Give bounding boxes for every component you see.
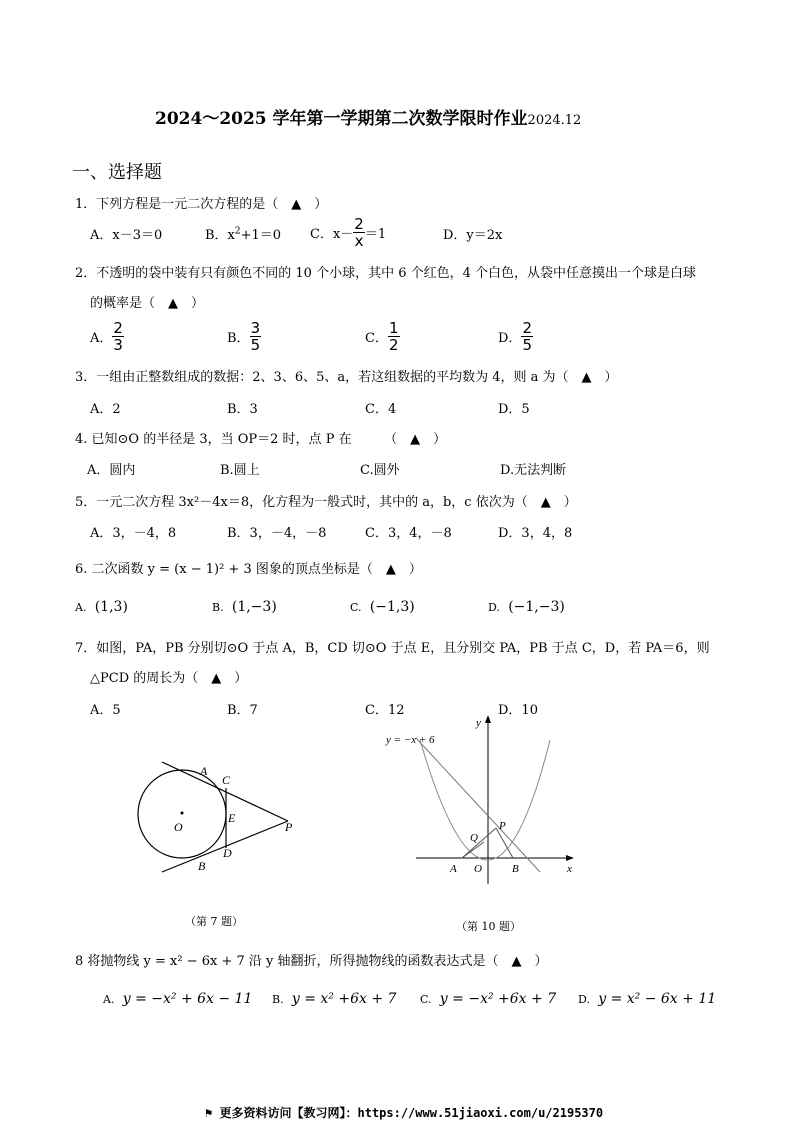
label-y: y (476, 717, 481, 729)
flag-icon: ⚑ (205, 1106, 213, 1120)
question-4-stem: 4. 已知⊙O 的半径是 3，当 OP＝2 时，点 P 在 （ ▲ ） (75, 432, 447, 447)
figure-7-caption: （第 7 题） (185, 915, 243, 928)
q6-option-d: D. (−1,−3) (488, 599, 565, 615)
q4-option-c: C.圆外 (360, 463, 400, 478)
label-o: O (474, 863, 482, 875)
parabola (420, 740, 550, 860)
segment-aq (462, 842, 484, 858)
q1-option-d: D．y＝2x (443, 228, 503, 243)
q3-option-d: D．5 (498, 402, 530, 417)
question-2-stem-line2: 的概率是（ ▲ ） (90, 296, 204, 311)
label-q: Q (470, 832, 478, 844)
q8-option-a: A. y = −x² + 6x − 11 (103, 991, 253, 1007)
q2-option-d: D． $\frac{2}{5}$ (498, 319, 532, 354)
q4-option-d: D.无法判断 (500, 463, 567, 478)
q3-option-a: A．2 (90, 402, 121, 417)
label-a: A (450, 863, 457, 875)
label-x: x (567, 863, 572, 875)
x-axis-arrow (566, 855, 574, 861)
question-7-stem-line2: △PCD 的周长为（ ▲ ） (90, 671, 248, 686)
figure-10-parabola-diagram (380, 712, 580, 887)
q5-option-d: D．3，4，8 (498, 526, 573, 541)
q3-option-c: C．4 (365, 402, 397, 417)
y-axis-arrow (485, 715, 491, 723)
question-5-stem: 5．一元二次方程 3x²－4x＝8，化方程为一般式时，其中的 a，b，c 依次为（ ▲ ） (75, 495, 577, 510)
q5-option-c: C．3，4，－8 (365, 526, 452, 541)
q1-option-a: A．x－3＝0 (90, 228, 163, 243)
q2-option-a: A． $\frac{2}{3}$ (90, 319, 123, 354)
footer-text[interactable]: 更多资料访问【教习网】：https://www.51jiaoxi.com/u/2195370 (219, 1106, 604, 1120)
question-7-stem-line1: 7．如图，PA，PB 分别切⊙O 于点 A，B，CD 切⊙O 于点 E，且分别交 PA，PB 于点 C，D，若 PA＝6，则 (75, 641, 710, 656)
q2-option-b: B． $\frac{3}{5}$ (227, 319, 261, 354)
label-e: E (228, 811, 236, 825)
question-2-stem-line1: 2．不透明的袋中装有只有颜色不同的 10 个小球，其中 6 个红色，4 个白色，从袋中任意摸出一个球是白球 (75, 266, 697, 281)
label-d: D (223, 846, 232, 860)
q7-option-c: C．12 (365, 703, 405, 718)
label-c: C (222, 773, 231, 787)
question-3-stem: 3．一组由正整数组成的数据：2、3、6、5、a，若这组数据的平均数为 4，则 a 为（ ▲ ） (75, 370, 618, 385)
label-p: P (499, 820, 506, 832)
label-b: B (512, 863, 519, 875)
q5-option-b: B．3，－4，－8 (227, 526, 327, 541)
label-b: B (198, 859, 206, 873)
question-1-stem: 1．下列方程是一元二次方程的是（ ▲ ） (75, 197, 328, 212)
line-y-neg-x-plus-6 (416, 738, 540, 872)
center-point (181, 812, 184, 815)
q1-option-c: C．x－ $\frac{2}{x}$ ＝1 (310, 215, 387, 250)
label-a: A (200, 764, 208, 778)
q4-option-b: B.圆上 (220, 463, 260, 478)
q1-option-b: B．$x^2+1=0$ (205, 226, 282, 243)
q4-option-a: A．圆内 (87, 463, 136, 478)
label-o: O (174, 820, 183, 834)
q8-option-b: B. y = x² +6x + 7 (272, 991, 397, 1007)
q3-option-b: B．3 (227, 402, 258, 417)
question-6-stem: 6. 二次函数 y = (x − 1)² + 3 图象的顶点坐标是（ ▲ ） (75, 562, 422, 577)
q2-option-c: C． $\frac{1}{2}$ (365, 319, 399, 354)
q6-option-a: A. (1,3) (75, 599, 128, 615)
segment-pb (496, 828, 513, 858)
figure-10-caption: （第 10 题） (456, 920, 521, 933)
title-date: 2024.12 (527, 113, 582, 128)
figure-7-tangent-diagram (120, 750, 320, 885)
q5-option-a: A．3，－4，8 (90, 526, 177, 541)
line-label: y = −x + 6 (386, 734, 435, 746)
q7-option-d: D．10 (498, 703, 538, 718)
segment-ap (462, 828, 496, 858)
q7-option-a: A．5 (90, 703, 121, 718)
q6-option-c: C. (−1,3) (350, 599, 415, 615)
section-heading: 一、选择题 (72, 162, 162, 183)
question-8-stem: 8 将抛物线 y = x² − 6x + 7 沿 y 轴翻折，所得抛物线的函数表达式是（ ▲ ） (75, 954, 548, 969)
footer-link[interactable] (205, 1104, 603, 1121)
page-title (155, 104, 581, 129)
label-p: P (285, 820, 293, 834)
q7-option-b: B．7 (227, 703, 258, 718)
q6-option-b: B. (1,−3) (212, 599, 277, 615)
q8-option-c: C. y = −x² +6x + 7 (420, 991, 557, 1007)
title-text: 2024～2025 学年第一学期第二次数学限时作业 (155, 109, 528, 129)
q8-option-d: D. y = x² − 6x + 11 (578, 991, 717, 1007)
